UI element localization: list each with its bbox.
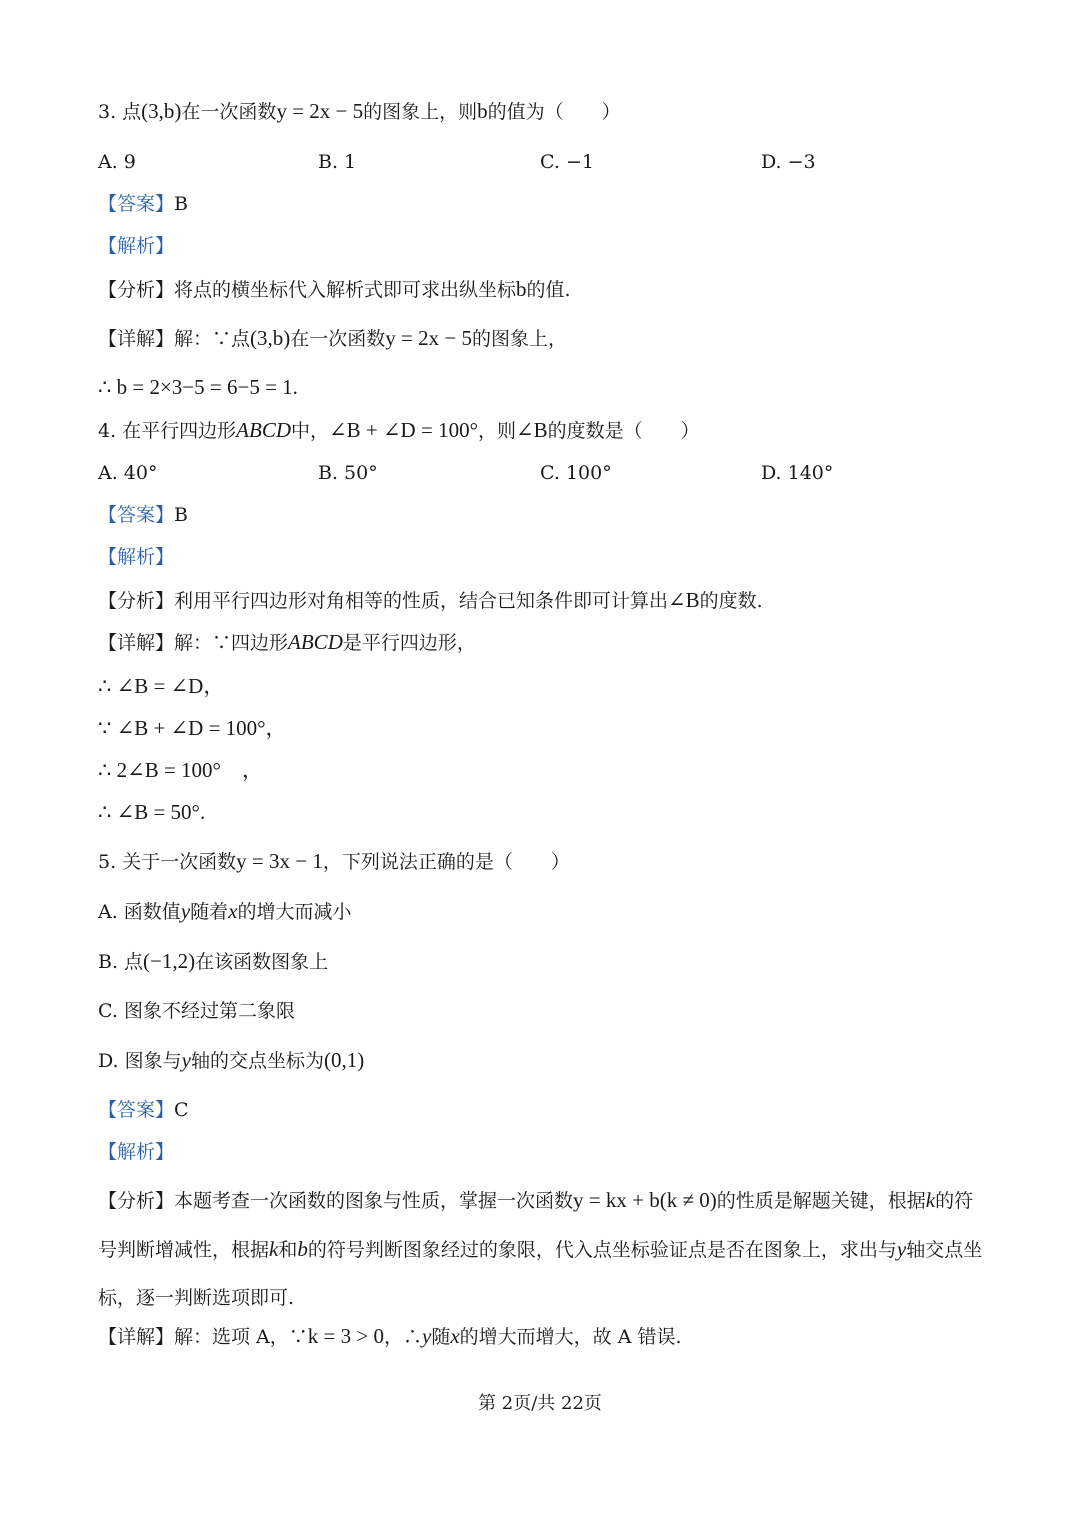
q4-fenxi <box>98 587 763 614</box>
answer-tag: 【答案】 <box>98 193 175 215</box>
q4-step4: ∴ ∠B = 50°. <box>98 800 206 824</box>
q5-option-a <box>98 898 352 925</box>
q4-step2: ∵ ∠B + ∠D = 100°， <box>98 716 287 740</box>
q5-opt-d-text2: 轴的交点坐标为 <box>190 1050 324 1072</box>
q5-fenxi-text2: 的性质是解题关键，根据 <box>716 1190 926 1212</box>
q3-option-d: D. −3 <box>761 151 816 173</box>
q3-answer <box>98 191 188 217</box>
q3-stem-text: 3. 点 <box>98 101 142 123</box>
q3-option-c: C. −1 <box>540 151 594 173</box>
q3-detail-text2: 在一次函数 <box>290 328 386 350</box>
detail-tag: 【详解】 <box>98 1326 175 1348</box>
fenxi-tag: 【分析】 <box>98 590 175 612</box>
q4-stem-text: 4. 在平行四边形 <box>98 420 237 442</box>
q4-detail <box>98 629 476 656</box>
page-footer: 第 2页/共 22页 <box>478 1393 602 1414</box>
q4-stem-text2: 中， <box>291 420 330 442</box>
q5-function: y = 3x − 1 <box>236 849 323 873</box>
q3-var-b: b <box>477 99 488 123</box>
q4-step1: ∴ ∠B = ∠D， <box>98 674 225 698</box>
jiexi-tag: 【解析】 <box>98 1141 175 1163</box>
q5-option-b <box>98 948 328 975</box>
fenxi-tag: 【分析】 <box>98 279 175 301</box>
q4-answer <box>98 502 188 528</box>
q5-option-d <box>98 1047 364 1074</box>
jiexi-tag: 【解析】 <box>98 546 175 568</box>
answer-tag: 【答案】 <box>98 504 175 526</box>
q5-fenxi-text5: 轴交点坐标，逐一判断选项即可. <box>98 1239 983 1309</box>
q5-stem-text: 5. 关于一次函数 <box>98 851 237 873</box>
q4-stem-text3: ，则 <box>477 420 516 442</box>
q4-detail-text: 解：∵四边形 <box>174 632 289 654</box>
q4-option-d: D. 140° <box>761 462 834 484</box>
q5-detail-k: k = 3 > 0 <box>307 1324 384 1348</box>
q3-stem <box>98 98 621 125</box>
q4-answer-value: B <box>174 504 188 526</box>
q5-answer-value: C <box>174 1099 189 1121</box>
q3-point: (3,b) <box>141 99 182 123</box>
q3-answer-value: B <box>174 193 188 215</box>
q4-fenxi-text: 利用平行四边形对角相等的性质，结合已知条件即可计算出 <box>174 590 669 612</box>
q5-option-c: C. 图象不经过第二象限 <box>98 1000 295 1022</box>
q3-fenxi-text: 将点的横坐标代入解析式即可求出纵坐标 <box>174 279 517 301</box>
q5-opt-b-point: (−1,2) <box>143 949 196 973</box>
q5-fenxi-and: 和 <box>278 1239 298 1261</box>
q5-opt-a-y: y <box>180 899 191 923</box>
q4-detail-abcd: ABCD <box>288 630 343 654</box>
q5-fenxi-b: b <box>297 1237 308 1261</box>
q3-jiexi <box>98 233 174 259</box>
q5-fenxi-k2: k <box>269 1237 279 1261</box>
q4-option-b: B. 50° <box>318 462 378 484</box>
answer-tag: 【答案】 <box>98 1099 175 1121</box>
q5-detail-text: 解：选项 A，∵ <box>174 1326 308 1348</box>
q4-abcd: ABCD <box>236 418 291 442</box>
q3-stem-text4: 的值为（ ） <box>487 101 621 123</box>
q4-option-c: C. 100° <box>540 462 612 484</box>
q5-answer <box>98 1097 189 1123</box>
q4-condition: ∠B + ∠D = 100° <box>329 418 478 442</box>
q5-fenxi-text4: 的符号判断图象经过的象限，代入点坐标验证点是否在图象上，求出与 <box>307 1239 897 1261</box>
q5-detail-text4: 的增大而增大，故 A 错误. <box>459 1326 682 1348</box>
q3-fenxi <box>98 276 571 303</box>
q3-stem-text2: 在一次函数 <box>181 101 277 123</box>
q3-fenxi-var: b <box>516 277 527 301</box>
detail-tag: 【详解】 <box>98 328 175 350</box>
q5-jiexi <box>98 1139 174 1165</box>
q5-fenxi-function: y = kx + b(k ≠ 0) <box>573 1188 717 1212</box>
q5-stem <box>98 848 570 875</box>
q3-fenxi-end: 的值. <box>526 279 571 301</box>
q5-detail-y: y <box>421 1324 432 1348</box>
q5-detail-x: x <box>450 1324 460 1348</box>
q5-opt-d-y: y <box>181 1048 191 1072</box>
q4-fenxi-angle: ∠B <box>668 588 700 612</box>
q3-option-a: A. 9 <box>98 151 136 173</box>
q3-function: y = 2x − 5 <box>276 99 364 123</box>
q3-stem-text3: 的图象上，则 <box>363 101 478 123</box>
q4-jiexi <box>98 544 174 570</box>
q5-fenxi-k: k <box>925 1188 936 1212</box>
q4-stem <box>98 417 700 444</box>
q5-stem-text2: ，下列说法正确的是（ ） <box>322 851 570 873</box>
q5-fenxi-y: y <box>896 1237 907 1261</box>
q4-stem-text4: 的度数是（ ） <box>547 420 700 442</box>
q5-opt-d-point: (0,1) <box>323 1048 365 1072</box>
q3-detail-point: (3,b) <box>250 326 291 350</box>
q3-detail-text: 解：∵点 <box>174 328 251 350</box>
q5-fenxi-text: 本题考查一次函数的图象与性质，掌握一次函数 <box>174 1190 574 1212</box>
q5-detail <box>98 1323 682 1350</box>
q4-fenxi-end: 的度数. <box>699 590 763 612</box>
q4-option-a: A. 40° <box>98 462 158 484</box>
q3-detail-text3: 的图象上， <box>471 328 567 350</box>
q5-opt-a-text3: 的增大而减小 <box>237 901 352 923</box>
detail-tag: 【详解】 <box>98 632 175 654</box>
q3-option-b: B. 1 <box>318 151 357 173</box>
q4-step3: ∴ 2∠B = 100° ， <box>98 758 263 782</box>
q5-opt-a-text: A. 函数值 <box>98 901 181 923</box>
q5-opt-b-text: B. 点 <box>98 951 144 973</box>
q4-angle-b: ∠B <box>515 418 548 442</box>
q5-opt-d-text: D. 图象与 <box>98 1050 182 1072</box>
q3-step1: ∴ b = 2×3−5 = 6−5 = 1. <box>98 375 298 399</box>
q3-detail <box>98 325 567 352</box>
q3-detail-function: y = 2x − 5 <box>385 326 472 350</box>
q5-fenxi-text3: 的符号判断增减性，根据 <box>98 1190 974 1261</box>
q5-opt-a-x: x <box>228 899 238 923</box>
q5-opt-b-text2: 在该函数图象上 <box>195 951 329 973</box>
fenxi-tag: 【分析】 <box>98 1190 175 1212</box>
q5-detail-text2: ，∴ <box>383 1326 422 1348</box>
q5-fenxi <box>98 1176 984 1322</box>
jiexi-tag: 【解析】 <box>98 235 175 257</box>
q5-opt-a-text2: 随着 <box>190 901 229 923</box>
q4-detail-text2: 是平行四边形， <box>342 632 476 654</box>
q5-detail-text3: 随 <box>431 1326 451 1348</box>
